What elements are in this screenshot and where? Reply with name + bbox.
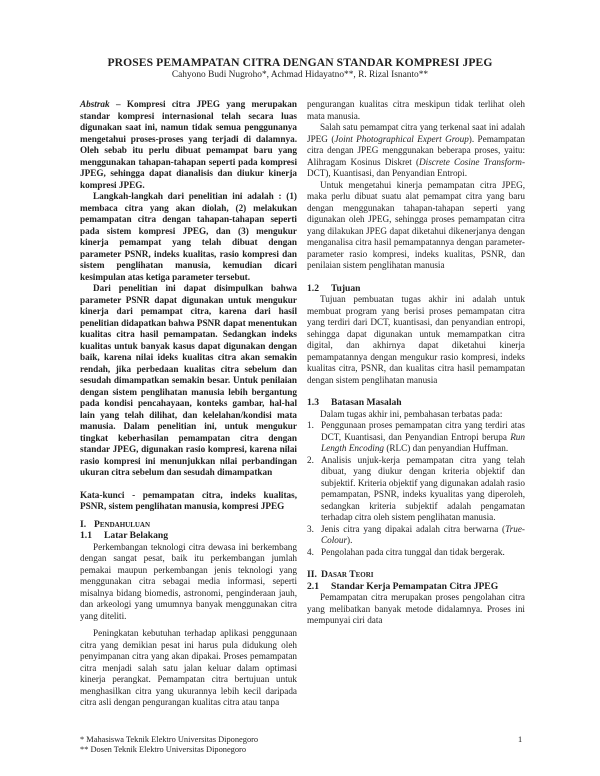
list-item: 4. Pengolahan pada citra tunggal dan tidak bergerak.	[307, 546, 505, 557]
abstract-label: Abstrak	[80, 99, 110, 109]
list-item: 1. Penggunaan proses pemampatan citra yang terdiri atas DCT, Kuantisasi, dan Penyandian Entropi berupa Run Length Encoding (RLC) dan penyandian Huffman.	[307, 420, 525, 453]
abstract-paragraph-3: Dari penelitian ini dapat disimpulkan bahwa parameter PSNR dapat digunakan untuk mengukur kinerja dari pemampat citra, karena dari hasil penelitian didapatkan bahwa PSNR dapat menentukan kualitas citra hasil pemampatan. Sedangkan indeks kualitas untuk banyak kasus dapat digunakan dengan baik, karena nilai ideks kualitas citra akan semakin rendah, jika perbedaan kualitas citra sebelum dan sesudah dimampatkan semakin besar. Untuk penilaian dengan sistem penglihatan manusia lebih bergantung pada kondisi pencahayaan, konteks gambar, hal-hal lain yang telah dilihat, dan kelelahan/kondisi mata manusia. Dalam penelitian ini, untuk mengukur tingkat keberhasilan pemampatan citra dengan standar JPEG, digunakan rasio kompresi, karena nilai rasio kompresi ini menunjukkan nilai perbandingan ukuran citra sebelum dan sesudah dimampatkan	[80, 283, 297, 477]
section-1-2-heading: 1.2 Tujuan	[307, 282, 361, 294]
right-column	[307, 99, 525, 627]
footnote-student: * Mahasiswa Teknik Elektro Universitas Diponegoro	[80, 735, 259, 744]
standar-paragraph: Pemampatan citra merupakan proses pengolahan citra yang melibatkan banyak metode didalamnya. Proses ini mempunyai ciri data	[307, 592, 525, 625]
footnotes	[80, 735, 258, 755]
latar-paragraph-1: Perkembangan teknologi citra dewasa ini berkembang dengan sangat pesat, baik itu perkembangan jumlah pemakai maupun perkembangan jenis teknologi yang menggunakan citra sebagai media informasi, seperti misalnya bidang biomedis, astronomi, penginderaan jauh, dan arkeologi yang umumnya banyak menggunakan citra yang diteliti.	[80, 541, 297, 621]
section-1-3-heading: 1.3 Batasan Masalah	[307, 397, 402, 408]
list-item: 2. Analisis unjuk-kerja pemampatan citra yang telah dibuat, yang diukur dengan kriteria objektif dan subjektif. Kriteria objektif yang digunakan adalah rasio pemampatan, PSNR, indeks kyualitas yang diperoleh, sedangkan kriteria subjektif adalah pengamatan terhadap citra oleh sistem penglihatan manusia.	[307, 454, 525, 522]
left-column	[80, 99, 297, 709]
abstract-paragraph-2: Langkah-langkah dari penelitian ini adalah : (1) membaca citra yang akan diolah, (2) melakukan pemampatan citra dengan tahapan-tahapan seperti pada sistem kompresi JPEG, dan (3) mengukur kinerja pemampat yang telah dibuat dengan parameter PSNR, indeks kualitas, rasio kompresi dan sistem penglihatan manusia, kemudian dicari kesimpulan atas ketiga parameter tersebut.	[80, 191, 297, 282]
section-2-heading: II. Dasar Teori	[307, 569, 374, 580]
right-paragraph-1: pengurangan kualitas citra meskipun tidak terlihat oleh mata manusia.	[307, 99, 525, 121]
keywords: Kata-kunci - pemampatan citra, indeks kualitas, PSNR, sistem penglihatan manusia, kompresi JPEG	[80, 489, 297, 511]
right-paragraph-3: Untuk mengetahui kinerja pemampatan citra JPEG, maka perlu dibuat suatu alat pemampat citra yang baru dengan menggunakan tahapan-tahapan seperti yang digunakan oleh JPEG, sehingga proses pemampatan citra yang dilakukan JPEG dapat diketahui dikenerjanya dengan menganalisa citra hasil pemampatannya dengan parameter-parameter rasio kompresi, indeks kualitas, PSNR, dan penilaian sistem penglihatan manusia	[307, 179, 525, 270]
batasan-list	[307, 420, 525, 558]
footnote-lecturer: ** Dosen Teknik Elektro Universitas Diponegoro	[80, 745, 247, 754]
section-1-1-heading: 1.1 Latar Belakang	[80, 530, 169, 541]
abstract-paragraph-1: Abstrak – Kompresi citra JPEG yang merupakan standar kompresi internasional telah secara luas digunakan saat ini, namun tidak semua penggunanya mengetahui proses-proses yang terjadi di dalamnya. Oleh sebab itu perlu dibuat pemampat baru yang menggunakan tahapan-tahapan seperti pada kompresi JPEG, sehingga dapat dianalisis dan diukur kinerja kompresi JPEG.	[80, 99, 297, 190]
paper-title: PROSES PEMAMPATAN CITRA DENGAN STANDAR KOMPRESI JPEG	[107, 56, 493, 69]
section-1-heading: I. Pendahuluan	[80, 518, 151, 530]
section-2-1-heading: 2.1 Standar Kerja Pemampatan Citra JPEG	[307, 580, 499, 592]
list-item: 3. Jenis citra yang dipakai adalah citra berwarna (True-Colour).	[307, 523, 525, 545]
paper-authors: Cahyono Budi Nugroho*, Achmad Hidayatno**, R. Rizal Isnanto**	[171, 70, 429, 80]
right-paragraph-2: Salah satu pemampat citra yang terkenal saat ini adalah JPEG (Joint Photographical Expert Group). Pemampatan citra dengan JPEG menggunakan beberapa proses, yaitu: Alihragam Kosinus Diskret (Discrete Cosine Transform-DCT), Kuantisasi, dan Penyandian Entropi.	[307, 122, 526, 178]
tujuan-paragraph: Tujuan pembuatan tugas akhir ini adalah untuk membuat program yang berisi proses pemampatan citra yang terdiri dari DCT, kuantisasi, dan penyandian entropi, sehingga dapat digunakan untuk memampatkan citra digital, dan akhirnya dapat diketahui kinerja pemampatannya dengan mengukur rasio kompresi, indeks kualitas citra, PSNR, dan kualitas citra hasil pemampatan dengan sistem penglihatan manusia	[307, 294, 525, 385]
page-number: 1	[518, 735, 523, 744]
latar-paragraph-2: Peningkatan kebutuhan terhadap aplikasi penggunaan citra yang demikian pesat ini harus pula didukung oleh penyimpanan citra yang akan dipakai. Proses pemampatan citra menjadi salah satu jalan keluar dalam optimasi kinerja perangkat. Pemampatan citra bertujuan untuk menghasilkan citra yang ukurannya lebih kecil daripada citra asli dengan pengurangan kualitas citra atau tanpa	[80, 628, 297, 707]
batasan-intro: Dalam tugas akhir ini, pembahasan terbatas pada:	[320, 408, 503, 419]
